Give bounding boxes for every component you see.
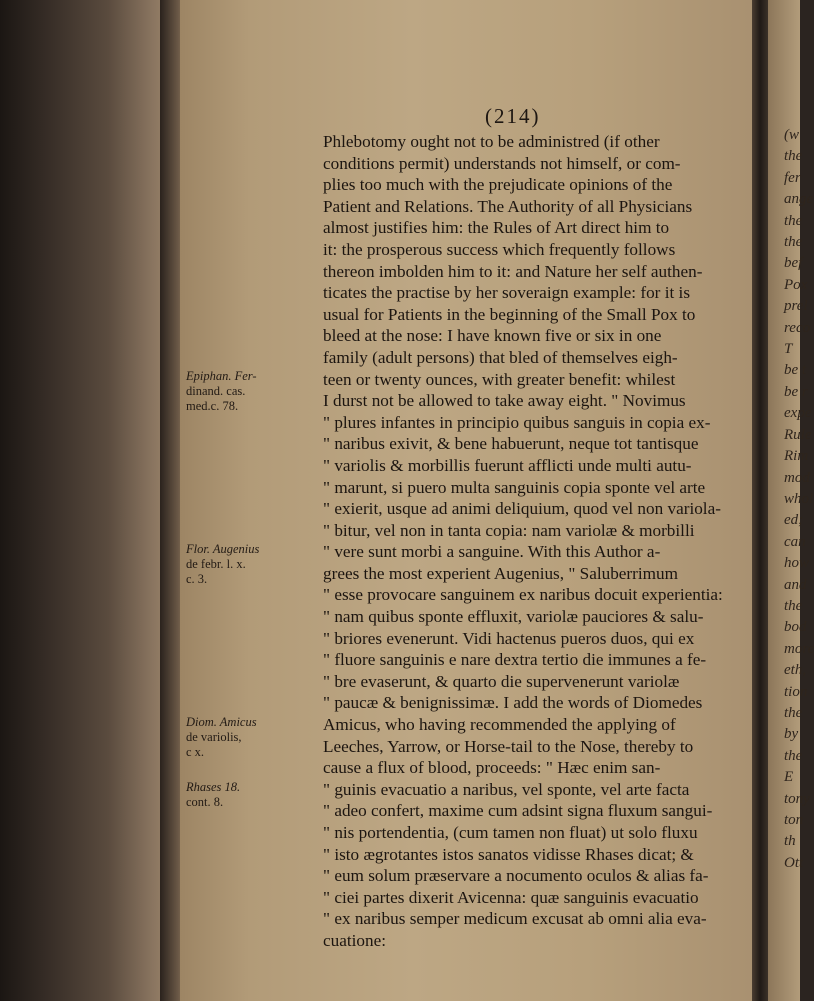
text-line: it: the prosperous success which frequently follows [323, 239, 676, 259]
margin-note-line: c x. [186, 745, 205, 759]
facing-page-word: be t [784, 362, 807, 379]
margin-note-title: Epiphan. Fer- [186, 369, 257, 383]
facing-page-word: the [784, 212, 803, 229]
text-line: Patient and Relations. The Authority of all Physicians [323, 196, 693, 216]
margin-note-line: dinand. cas. [186, 384, 246, 398]
text-line: " plures infantes in principio quibus sanguis in copia ex- [323, 412, 711, 432]
text-line: cause a flux of blood, proceeds: " Hæc enim san- [323, 758, 661, 778]
text-line: cuatione: [323, 930, 386, 950]
text-line: " esse provocare sanguinem ex naribus docuit experientia: [323, 585, 723, 605]
margin-note-title: Flor. Augenius [186, 542, 260, 556]
text-line: " nis portendentia, (cum tamen non fluat) ut solo fluxu [323, 823, 698, 842]
text-line: " fluore sanguinis e nare dextra tertio die immunes a fe- [323, 650, 707, 670]
text-line: " isto ægrotantes istos sanatos vidisse Rhases dicat; & [323, 844, 694, 864]
facing-page-word: expe [784, 405, 812, 422]
facing-page-word: the [784, 747, 803, 764]
text-line: " briores evenerunt. Vidi hactenus pueros duos, qui ex [323, 628, 695, 648]
text-line: I durst not be allowed to take away eight. " Novimus [323, 391, 686, 411]
text-line: grees the most experient Augenius, " Saluberrimum [323, 563, 678, 583]
text-line: " vere sunt morbi a sanguine. With this Author a- [323, 542, 661, 562]
facing-page-word: Ott [784, 854, 804, 871]
facing-page-word: can [784, 533, 806, 550]
facing-page-word: prel [784, 298, 808, 315]
facing-page-word: bod [784, 619, 807, 636]
text-line: teen or twenty ounces, with greater benefit: whilest [323, 369, 676, 389]
text-line: conditions permit) understands not himself, or com- [323, 153, 681, 173]
text-line: " nam quibus sponte effluxit, variolæ pauciores & salu- [323, 607, 704, 627]
margin-note-line: med.c. 78. [186, 399, 239, 413]
text-line: Amicus, who having recommended the applying of [323, 715, 676, 735]
text-line: " adeo confert, maxime cum adsint signa fluxum sangui- [323, 801, 713, 821]
facing-page-word: the [784, 148, 803, 165]
text-line: " marunt, si puero multa sanguinis copia sponte vel arte [323, 477, 706, 497]
book-spine [752, 0, 768, 1001]
margin-note [186, 542, 316, 587]
margin-note-title: Diom. Amicus [186, 715, 257, 729]
facing-page-word: the [784, 234, 803, 251]
facing-page-word: tion [784, 683, 808, 700]
page-number: (214) [485, 104, 541, 128]
facing-page-word: Rim [784, 448, 809, 465]
text-line: usual for Patients in the beginning of the Small Pox to [323, 304, 696, 324]
margin-note-line: c. 3. [186, 572, 208, 586]
text-line: thereon imbolden him to it: and Nature her self authen- [323, 261, 703, 281]
facing-page-word: by [784, 726, 799, 743]
margin-note [186, 369, 316, 414]
text-line: plies too much with the prejudicate opinions of the [323, 175, 673, 195]
facing-page-word: ton [784, 812, 804, 828]
margin-note-title: Rhases 18. [186, 780, 241, 794]
text-line: Phlebotomy ought not to be administred (if other [323, 132, 660, 151]
facing-page-word: ed; [784, 512, 804, 529]
facing-page-word: reco [784, 319, 811, 336]
facing-page-word: (w [784, 127, 799, 143]
margin-note [186, 780, 316, 810]
book-binding-edge [0, 0, 180, 1001]
facing-page-word: the [784, 597, 803, 614]
margin-note-line: de febr. l. x. [186, 557, 246, 571]
text-line: family (adult persons) that bled of themselves eigh- [323, 347, 678, 367]
facing-page-word: more [784, 640, 814, 657]
text-line: " paucæ & benignissimæ. I add the words of Diomedes [323, 693, 703, 713]
text-line: " ciei partes dixerit Avicenna: quæ sanguinis evacuatio [323, 887, 699, 907]
facing-page-word: the [784, 704, 803, 721]
margin-note-line: de variolis, [186, 730, 242, 744]
body-text [323, 131, 743, 952]
facing-page-word: Rule [784, 426, 812, 443]
text-line: " guinis evacuatio a naribus, vel sponte, vel arte facta [323, 779, 690, 799]
facing-page-word: T [784, 341, 793, 358]
facing-page-word: eth, [784, 662, 807, 679]
facing-page-word: bef [784, 255, 803, 272]
margin-note [186, 715, 316, 760]
facing-page-word: be r [784, 383, 808, 400]
facing-page-word: ange [784, 191, 814, 208]
text-line: " bre evaserunt, & quarto die supervenerunt variolæ [323, 671, 680, 691]
facing-page-word: tony [784, 790, 810, 807]
facing-page-word: and [784, 576, 807, 593]
facing-page-word: E [784, 769, 794, 786]
margin-note-line: cont. 8. [186, 795, 224, 809]
text-line: " eum solum præservare a nocumento oculos & alias fa- [323, 866, 709, 886]
facing-page-word: how [784, 555, 810, 572]
text-line: " ex naribus semper medicum excusat ab omni alia eva- [323, 909, 707, 929]
facing-page-word: th [784, 833, 796, 850]
facing-page-word: fer [784, 169, 801, 186]
text-line: " naribus exivit, & bene habuerunt, neque tot tantisque [323, 434, 699, 454]
text-line: almost justifies him: the Rules of Art direct him to [323, 218, 670, 238]
text-line: ticates the practise by her soveraign example: for it is [323, 283, 691, 303]
text-line: " variolis & morbillis fuerunt afflicti unde multi autu- [323, 455, 692, 475]
text-line: " bitur, vel non in tanta copia: nam variolæ & morbilli [323, 520, 695, 540]
facing-page-word: Pox [784, 276, 808, 293]
facing-page-word: whol [784, 490, 814, 507]
text-line: " exierit, usque ad animi deliquium, quod vel non variola- [323, 499, 721, 519]
facing-page-word: mod [784, 469, 810, 486]
text-line: Leeches, Yarrow, or Horse-tail to the Nose, thereby to [323, 736, 694, 756]
facing-page-fragment [768, 0, 814, 1001]
text-line: bleed at the nose: I have known five or six in one [323, 326, 662, 346]
